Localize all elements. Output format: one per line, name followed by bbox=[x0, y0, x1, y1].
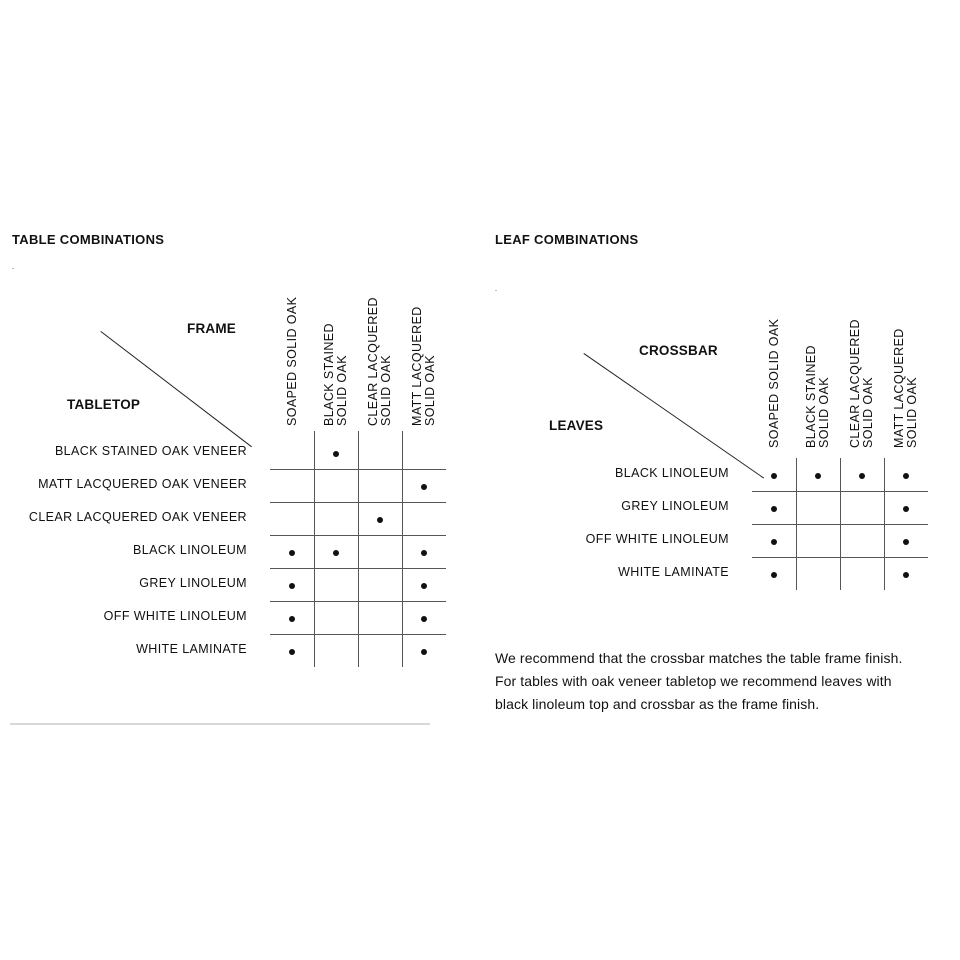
grid-row-divider bbox=[270, 601, 446, 602]
column-header bbox=[754, 288, 794, 448]
row-label: GREY LINOLEUM bbox=[139, 576, 247, 590]
column-header-text: CLEAR LACQUERED SOLID OAK bbox=[848, 319, 875, 448]
row-label: BLACK LINOLEUM bbox=[133, 543, 247, 557]
column-header-text: BLACK STAINED SOLID OAK bbox=[804, 345, 831, 448]
stray-mark bbox=[495, 290, 497, 291]
compatibility-dot bbox=[421, 550, 427, 556]
column-header bbox=[360, 266, 400, 426]
row-label: WHITE LAMINATE bbox=[618, 565, 729, 579]
leaves-axis-label: LEAVES bbox=[549, 418, 604, 433]
column-header bbox=[798, 288, 838, 448]
compatibility-dot bbox=[771, 572, 777, 578]
grid-row-divider bbox=[270, 634, 446, 635]
note-line: For tables with oak veneer tabletop we recommend leaves with bbox=[495, 673, 892, 689]
compatibility-dot bbox=[815, 473, 821, 479]
matrix-corner-diagonal bbox=[100, 331, 252, 447]
compatibility-dot bbox=[859, 473, 865, 479]
frame-axis-label: FRAME bbox=[187, 321, 236, 336]
compatibility-dot bbox=[421, 583, 427, 589]
note-line: We recommend that the crossbar matches the table frame finish. bbox=[495, 650, 903, 666]
row-label: GREY LINOLEUM bbox=[621, 499, 729, 513]
column-header-text: SOAPED SOLID OAK bbox=[284, 296, 299, 426]
row-label: BLACK STAINED OAK VENEER bbox=[54, 444, 247, 458]
compatibility-dot bbox=[421, 616, 427, 622]
compatibility-dot bbox=[289, 583, 295, 589]
stray-mark bbox=[12, 268, 14, 269]
grid-column-divider bbox=[314, 431, 315, 667]
compatibility-dot bbox=[771, 539, 777, 545]
column-header bbox=[316, 266, 356, 426]
crossbar-axis-label: CROSSBAR bbox=[639, 343, 718, 358]
grid-column-divider bbox=[358, 431, 359, 667]
row-label: OFF WHITE LINOLEUM bbox=[585, 532, 729, 546]
compatibility-dot bbox=[903, 572, 909, 578]
compatibility-dot bbox=[771, 506, 777, 512]
recommendation-note bbox=[495, 647, 955, 716]
grid-row-divider bbox=[270, 535, 446, 536]
compatibility-dot bbox=[771, 473, 777, 479]
cropped-footnote-line bbox=[10, 723, 430, 725]
row-label: CLEAR LACQUERED OAK VENEER bbox=[28, 510, 247, 524]
compatibility-dot bbox=[421, 649, 427, 655]
row-label: WHITE LAMINATE bbox=[136, 642, 247, 656]
grid-row-divider bbox=[270, 469, 446, 470]
column-header bbox=[272, 266, 312, 426]
grid-row-divider bbox=[752, 557, 928, 558]
compatibility-dot bbox=[333, 550, 339, 556]
grid-row-divider bbox=[752, 524, 928, 525]
grid-row-divider bbox=[752, 491, 928, 492]
compatibility-dot bbox=[903, 539, 909, 545]
column-header bbox=[842, 288, 882, 448]
compatibility-dot bbox=[421, 484, 427, 490]
column-header-text: SOAPED SOLID OAK bbox=[766, 318, 781, 448]
compatibility-dot bbox=[377, 517, 383, 523]
compatibility-dot bbox=[333, 451, 339, 457]
grid-row-divider bbox=[270, 568, 446, 569]
grid-column-divider bbox=[402, 431, 403, 667]
column-header-text: CLEAR LACQUERED SOLID OAK bbox=[366, 297, 393, 426]
compatibility-dot bbox=[903, 506, 909, 512]
table-combinations-title: TABLE COMBINATIONS bbox=[12, 232, 165, 247]
column-header bbox=[886, 288, 926, 448]
row-label: OFF WHITE LINOLEUM bbox=[103, 609, 247, 623]
column-header-text: MATT LACQUERED SOLID OAK bbox=[892, 328, 919, 448]
row-label: MATT LACQUERED OAK VENEER bbox=[38, 477, 247, 491]
compatibility-dot bbox=[903, 473, 909, 479]
column-header bbox=[404, 266, 444, 426]
grid-row-divider bbox=[270, 502, 446, 503]
column-header-text: MATT LACQUERED SOLID OAK bbox=[410, 306, 437, 426]
column-header-text: BLACK STAINED SOLID OAK bbox=[322, 323, 349, 426]
compatibility-dot bbox=[289, 550, 295, 556]
leaf-combinations-title: LEAF COMBINATIONS bbox=[495, 232, 639, 247]
compatibility-dot bbox=[289, 649, 295, 655]
compatibility-dot bbox=[289, 616, 295, 622]
note-line: black linoleum top and crossbar as the frame finish. bbox=[495, 696, 820, 712]
tabletop-axis-label: TABLETOP bbox=[67, 397, 141, 412]
row-label: BLACK LINOLEUM bbox=[615, 466, 729, 480]
